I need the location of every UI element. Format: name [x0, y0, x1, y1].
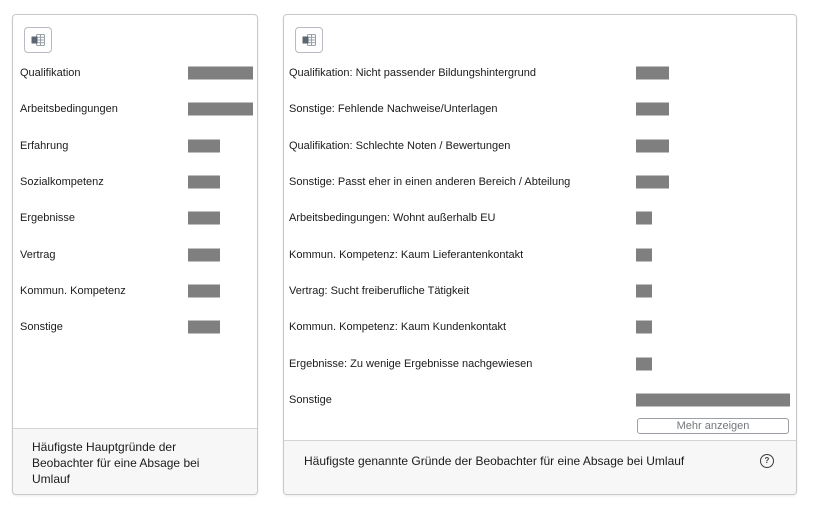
- row-label: Ergebnisse: [20, 212, 76, 225]
- row-bar[interactable]: [188, 67, 253, 80]
- row-label: Sonstige: [20, 321, 63, 334]
- row-bar[interactable]: [188, 139, 220, 152]
- row-bar[interactable]: [636, 393, 790, 406]
- row-bar[interactable]: [188, 103, 253, 116]
- row-bar[interactable]: [188, 321, 220, 334]
- chart-caption-area: [13, 428, 257, 494]
- row-label: Kommun. Kompetenz: Kaum Kundenkontakt: [289, 321, 507, 334]
- bar-list: [13, 55, 257, 345]
- chart-row: [284, 55, 796, 91]
- row-bar[interactable]: [188, 284, 220, 297]
- row-bar[interactable]: [636, 67, 669, 80]
- export-button[interactable]: [24, 27, 52, 53]
- row-bar[interactable]: [636, 139, 669, 152]
- row-label: Sozialkompetenz: [20, 176, 104, 189]
- chart-row: [284, 236, 796, 272]
- chart-caption: Häufigste genannte Gründe der Beobachter für eine Absage bei Umlauf: [304, 454, 685, 468]
- chart-row: [284, 128, 796, 164]
- row-bar[interactable]: [636, 357, 652, 370]
- row-bar[interactable]: [636, 248, 652, 261]
- chart-row: [13, 309, 257, 345]
- show-more-button[interactable]: Mehr anzeigen: [637, 418, 789, 434]
- row-bar[interactable]: [636, 284, 652, 297]
- chart-row: [284, 164, 796, 200]
- row-label: Qualifikation: Nicht passender Bildungshintergrund: [289, 67, 537, 80]
- row-bar[interactable]: [636, 103, 669, 116]
- row-label: Sonstige: Passt eher in einen anderen Bereich / Abteilung: [289, 176, 571, 189]
- row-bar[interactable]: [188, 176, 220, 189]
- row-label: Vertrag: [20, 248, 56, 261]
- chart-row: [13, 164, 257, 200]
- row-bar[interactable]: [636, 176, 669, 189]
- chart-row: [13, 91, 257, 127]
- row-label: Ergebnisse: Zu wenige Ergebnisse nachgewiesen: [289, 357, 533, 370]
- row-label: Sonstige: Fehlende Nachweise/Unterlagen: [289, 103, 498, 116]
- row-label: Vertrag: Sucht freiberufliche Tätigkeit: [289, 284, 470, 297]
- row-bar[interactable]: [636, 212, 652, 225]
- chart-row: [284, 345, 796, 381]
- row-label: Arbeitsbedingungen: Wohnt außerhalb EU: [289, 212, 496, 225]
- chart-row: [284, 309, 796, 345]
- row-label: Kommun. Kompetenz: Kaum Lieferantenkontakt: [289, 248, 524, 261]
- row-bar[interactable]: [188, 248, 220, 261]
- row-label: Arbeitsbedingungen: [20, 103, 118, 116]
- row-label: Qualifikation: [20, 67, 81, 80]
- export-icon: [302, 34, 316, 46]
- detailed-reasons-chart-card: [283, 14, 797, 495]
- chart-row: [284, 382, 796, 418]
- chart-caption: Häufigste Hauptgründe der Beobachter für eine Absage bei Umlauf: [32, 440, 200, 486]
- main-reasons-chart-card: [12, 14, 258, 495]
- help-icon[interactable]: ?: [760, 454, 774, 468]
- chart-caption-area: [284, 440, 796, 494]
- chart-row: [13, 236, 257, 272]
- chart-row: [284, 200, 796, 236]
- row-label: Qualifikation: Schlechte Noten / Bewertungen: [289, 139, 511, 152]
- chart-row: [284, 273, 796, 309]
- row-label: Kommun. Kompetenz: [20, 284, 126, 297]
- row-label: Erfahrung: [20, 139, 69, 152]
- chart-row: [13, 128, 257, 164]
- row-bar[interactable]: [636, 321, 652, 334]
- row-label: Sonstige: [289, 393, 332, 406]
- row-bar[interactable]: [188, 212, 220, 225]
- chart-row: [13, 200, 257, 236]
- chart-row: [284, 91, 796, 127]
- bar-list: [284, 55, 796, 418]
- chart-row: [13, 55, 257, 91]
- chart-row: [13, 273, 257, 309]
- export-icon: [31, 34, 45, 46]
- export-button[interactable]: [295, 27, 323, 53]
